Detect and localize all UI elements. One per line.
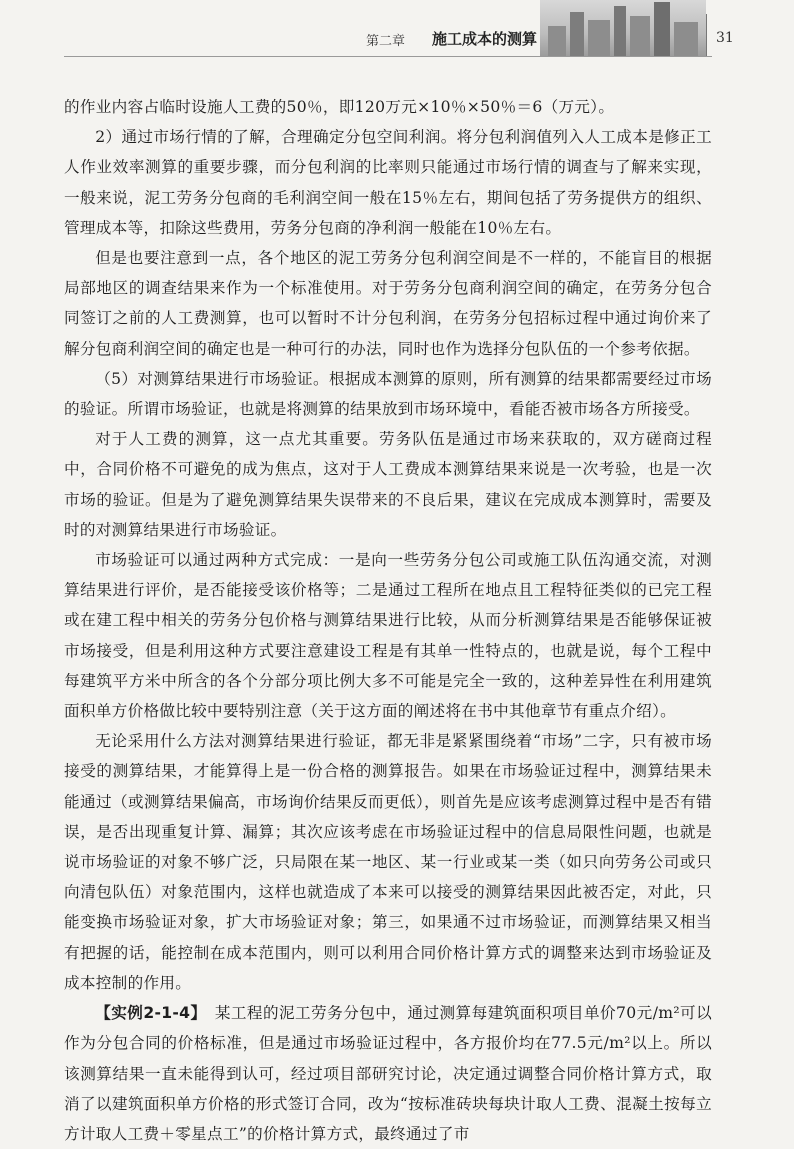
page-header [0, 0, 794, 62]
header-rule [64, 56, 712, 57]
paragraph: 市场验证可以通过两种方式完成：一是向一些劳务分包公司或施工队伍沟通交流，对测算结果进行评价，是否能接受该价格等；二是通过工程所在地点且工程特征类似的已完工程或在建工程中相关的劳务分包价格与测算结果进行比较，从而分析测算结果是否能够保证被市场接受，但是利用这种方式要注意建设工程是有其单一性特点的，也就是说，每个工程中每建筑平方米中所含的各个分部分项比例大多不可能是完全一致的，这种差异性在利用建筑面积单方价格做比较中要特别注意（关于这方面的阐述将在书中其他章节有重点介绍）。 [64, 551, 712, 721]
body-text [64, 92, 712, 1149]
paragraph: 但是也要注意到一点，各个地区的泥工劳务分包利润空间是不一样的，不能盲目的根据局部地区的调查结果来作为一个标准使用。对于劳务分包商利润空间的确定，在劳务分包合同签订之前的人工费测算，也可以暂时不计分包利润，在劳务分包招标过程中通过询价来了解分包商利润空间的确定也是一种可行的办法，同时也作为选择分包队伍的一个参考依据。 [64, 249, 712, 358]
chapter-label: 第二章 [366, 34, 406, 49]
paragraph: 2）通过市场行情的了解，合理确定分包空间利润。将分包利润值列入人工成本是修正工人作业效率测算的重要步骤，而分包利润的比率则只能通过市场行情的调查与了解来实现，一般来说，泥工劳务分包商的毛利润空间一般在15％左右，期间包括了劳务提供方的组织、管理成本等，扣除这些费用，劳务分包商的净利润一般能在10％左右。 [64, 128, 712, 237]
header-city-photo [540, 0, 706, 56]
paragraph: （5）对测算结果进行市场验证。根据成本测算的原则，所有测算的结果都需要经过市场的验证。所谓市场验证，也就是将测算的结果放到市场环境中，看能否被市场各方所接受。 [64, 369, 712, 419]
paragraph: 对于人工费的测算，这一点尤其重要。劳务队伍是通过市场来获取的，双方磋商过程中，合同价格不可避免的成为焦点，这对于人工费成本测算结果来说是一次考验，也是一次市场的验证。但是为了避免测算结果失误带来的不良后果，建议在完成成本测算时，需要及时的对测算结果进行市场验证。 [64, 430, 712, 539]
chapter-title: 施工成本的测算 [432, 30, 538, 48]
header-divider [706, 14, 707, 56]
paragraph: 的作业内容占临时设施人工费的50％，即120万元×10％×50％＝6（万元）。 [64, 98, 615, 116]
example-text: 某工程的泥工劳务分包中，通过测算每建筑面积项目单价70元/m²可以作为分包合同的价格标准，但是通过市场验证过程中，各方报价均在77.5元/m²以上。所以该测算结果一直未能得到认可，经过项目部研究讨论，决定通过调整合同价格计算方式，取消了以建筑面积单方价格的形式签订合同，改为“按标准砖块每块计取人工费、混凝土按每立方计取人工费＋零星点工”的价格计算方式，最终通过了市 [64, 1004, 712, 1143]
paragraph: 无论采用什么方法对测算结果进行验证，都无非是紧紧围绕着“市场”二字，只有被市场接受的测算结果，才能算得上是一份合格的测算报告。如果在市场验证过程中，测算结果未能通过（或测算结果偏高，市场询价结果反而更低），则首先是应该考虑测算过程中是否有错误，是否出现重复计算、漏算；其次应该考虑在市场验证过程中的信息局限性问题，也就是说市场验证的对象不够广泛，只局限在某一地区、某一行业或某一类（如只向劳务公司或只向清包队伍）对象范围内，这样也就造成了本来可以接受的测算结果因此被否定，对此，只能变换市场验证对象，扩大市场验证对象；第三，如果通不过市场验证，而测算结果又相当有把握的话，能控制在成本范围内，则可以利用合同价格计算方式的调整来达到市场验证及成本控制的作用。 [64, 732, 712, 992]
example-paragraph [64, 998, 712, 1149]
page-number: 31 [716, 30, 734, 46]
example-tag: 【实例2-1-4】 [95, 1004, 199, 1023]
